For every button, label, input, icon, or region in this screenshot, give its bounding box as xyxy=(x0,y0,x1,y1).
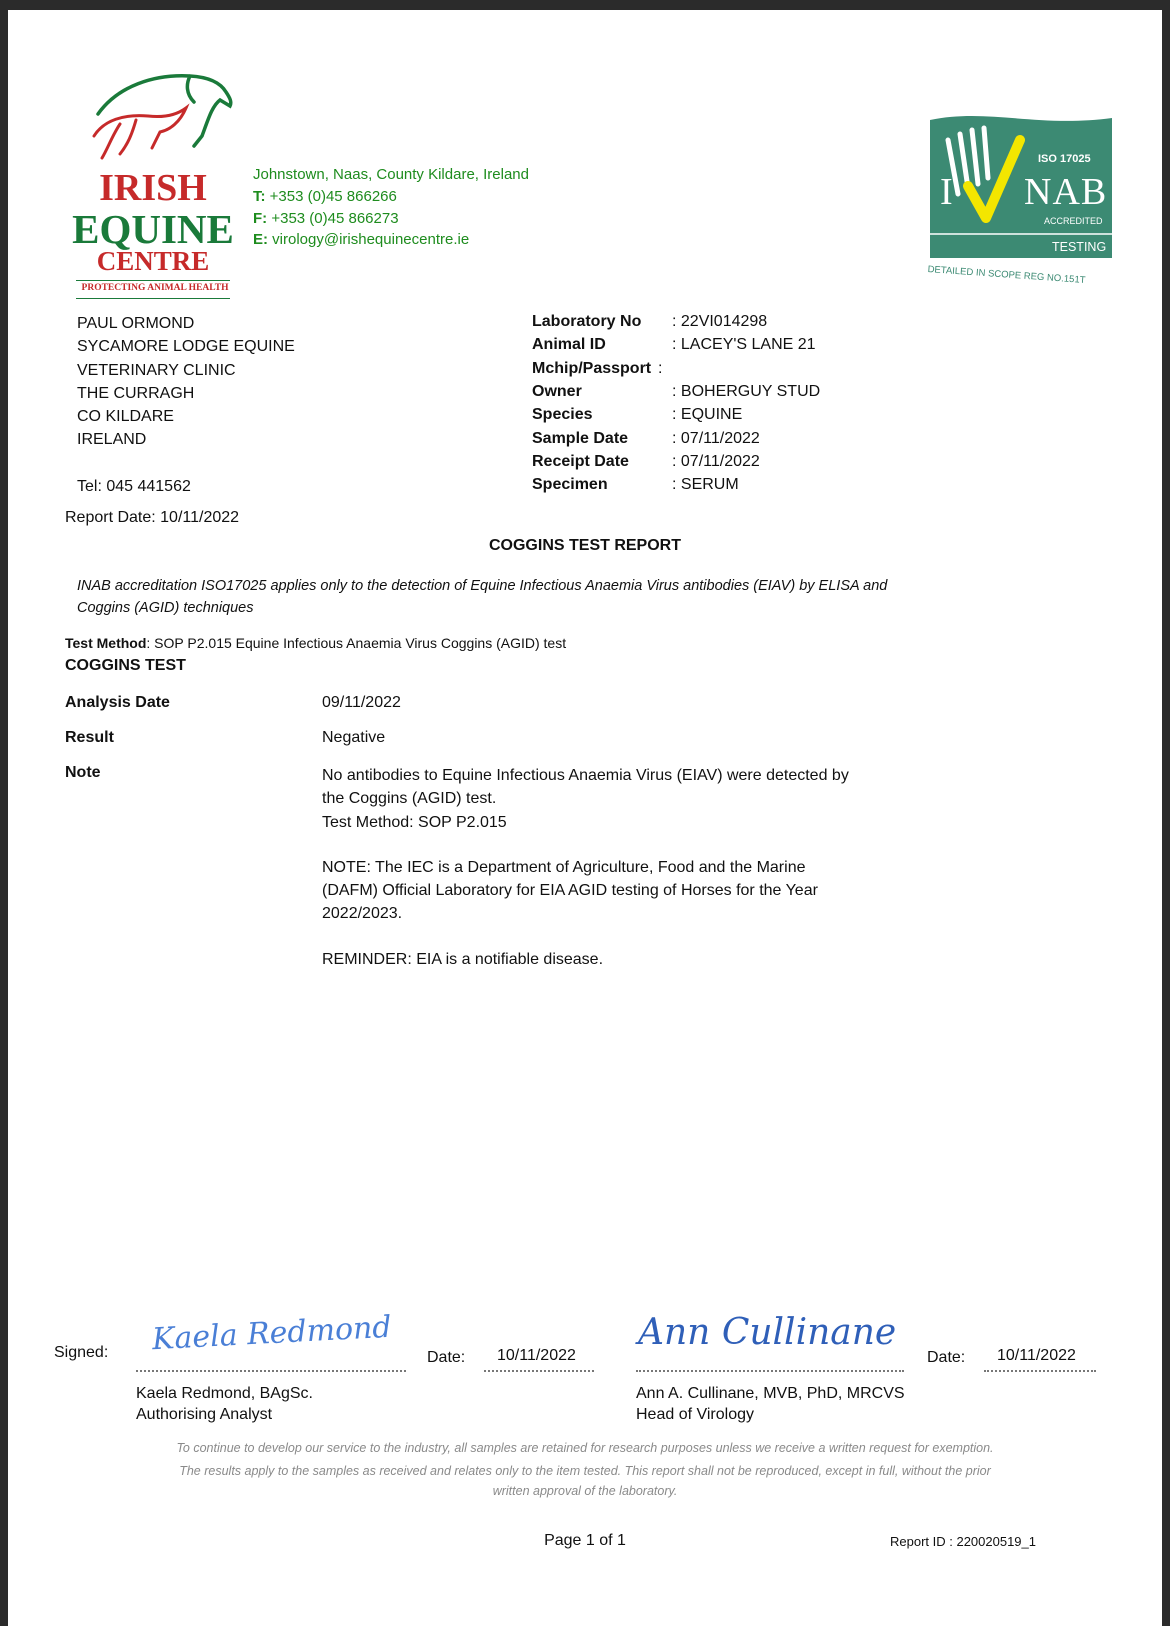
signature-1-title: Authorising Analyst xyxy=(136,1406,273,1423)
logo-divider xyxy=(76,280,230,281)
inab-badge xyxy=(928,114,1114,290)
contact-fax: F: +353 (0)45 866273 xyxy=(253,209,399,227)
footer-retention-note: To continue to develop our service to the industry, all samples are retained for research purposes unless we receive a written request for exemption. xyxy=(176,1441,994,1455)
contact-address: Johnstown, Naas, County Kildare, Ireland xyxy=(253,166,529,183)
recipient-line: IRELAND xyxy=(77,431,147,449)
page-number: Page 1 of 1 xyxy=(544,1532,626,1549)
date-2-line xyxy=(984,1370,1096,1372)
result-label: Result xyxy=(65,729,114,746)
signature-1-name: Kaela Redmond, BAgSc. xyxy=(136,1385,313,1402)
horse-logo-icon xyxy=(90,72,240,172)
footer-disclaimer-line1: The results apply to the samples as received and relates only to the item tested. This report shall not be reproduced, except in full, without the prior xyxy=(179,1464,991,1478)
report-date: Report Date: 10/11/2022 xyxy=(65,509,240,526)
analysis-date-value: 09/11/2022 xyxy=(322,694,401,711)
logo-tagline: PROTECTING ANIMAL HEALTH xyxy=(81,283,229,293)
recipient-line: VETERINARY CLINIC xyxy=(77,361,236,379)
signature-1: Kaela Redmond xyxy=(151,1309,393,1358)
signature-2-date: 10/11/2022 xyxy=(997,1347,1076,1364)
signature-1-date: 10/11/2022 xyxy=(497,1347,576,1364)
signed-label: Signed: xyxy=(54,1344,109,1361)
footer-disclaimer-line2: written approval of the laboratory. xyxy=(492,1484,678,1498)
recipient-address xyxy=(77,312,295,452)
recipient-line: THE CURRAGH xyxy=(77,384,195,402)
contact-block xyxy=(253,164,529,251)
iec-logo xyxy=(70,72,250,304)
lab-details: Laboratory No : 22VI014298 Animal ID : LACEY'S LANE 21 Mchip/Passport : Owner : BOHERGUY STUD Species : EQUINE Sample Date : 07/11/2022 Receipt Date : 07/11/2022 Specimen : SERUM xyxy=(532,313,821,494)
accreditation-note: INAB accreditation ISO17025 applies only to the detection of Equine Infectious Anaemia Virus antibodies (EIAV) by ELISA and Coggins (AGID) techniques xyxy=(77,578,888,616)
section-title: COGGINS TEST xyxy=(65,657,186,674)
signature-2-name: Ann A. Cullinane, MVB, PhD, MRCVS xyxy=(636,1385,905,1402)
signature-2-title: Head of Virology xyxy=(636,1406,754,1423)
signature-2: Ann Cullinane xyxy=(638,1312,897,1353)
note-text: No antibodies to Equine Infectious Anaemia Virus (EIAV) were detected by the Coggins (AGID) test. Test Method: SOP P2.015 NOTE: The IEC is a Department of Agriculture, Food and the Marine (DAFM) Official Laboratory for EIA AGID testing of Horses for the Year 2022/2023. REMINDER: EIA is a notifiable disease. xyxy=(322,767,849,968)
inab-scope: DETAILED IN SCOPE REG NO.151T xyxy=(927,264,1086,287)
contact-phone: T: +353 (0)45 866266 xyxy=(253,187,397,205)
report-page xyxy=(8,10,1162,1626)
note-label: Note xyxy=(65,764,101,781)
recipient-tel: Tel: 045 441562 xyxy=(77,478,191,495)
logo-equine: EQUINE xyxy=(72,206,234,252)
analysis-date-label: Analysis Date xyxy=(65,694,170,711)
report-title: COGGINS TEST REPORT xyxy=(488,537,681,554)
logo-centre: CENTRE xyxy=(96,246,210,276)
recipient-line: SYCAMORE LODGE EQUINE xyxy=(77,338,295,356)
logo-divider-bottom xyxy=(76,298,230,299)
logo-irish: IRISH xyxy=(99,167,207,209)
test-method: Test Method: SOP P2.015 Equine Infectious Anaemia Virus Coggins (AGID) test xyxy=(65,635,567,651)
result-value: Negative xyxy=(322,729,386,746)
inab-brand: NAB xyxy=(1024,171,1108,213)
date-1-line xyxy=(484,1370,594,1372)
contact-email: E: virology@irishequinecentre.ie xyxy=(253,231,470,249)
report-id: Report ID : 220020519_1 xyxy=(890,1534,1036,1549)
recipient-line: CO KILDARE xyxy=(77,408,174,426)
signature-2-line xyxy=(636,1370,904,1372)
signature-1-line xyxy=(136,1370,406,1372)
inab-brand-i: I xyxy=(940,171,953,213)
date-label-2: Date: xyxy=(927,1349,966,1366)
recipient-line: PAUL ORMOND xyxy=(77,315,195,332)
inab-accredited: ACCREDITED xyxy=(1044,216,1103,226)
date-label-1: Date: xyxy=(427,1349,466,1366)
inab-iso: ISO 17025 xyxy=(1038,153,1091,165)
inab-testing: TESTING xyxy=(1052,240,1107,254)
